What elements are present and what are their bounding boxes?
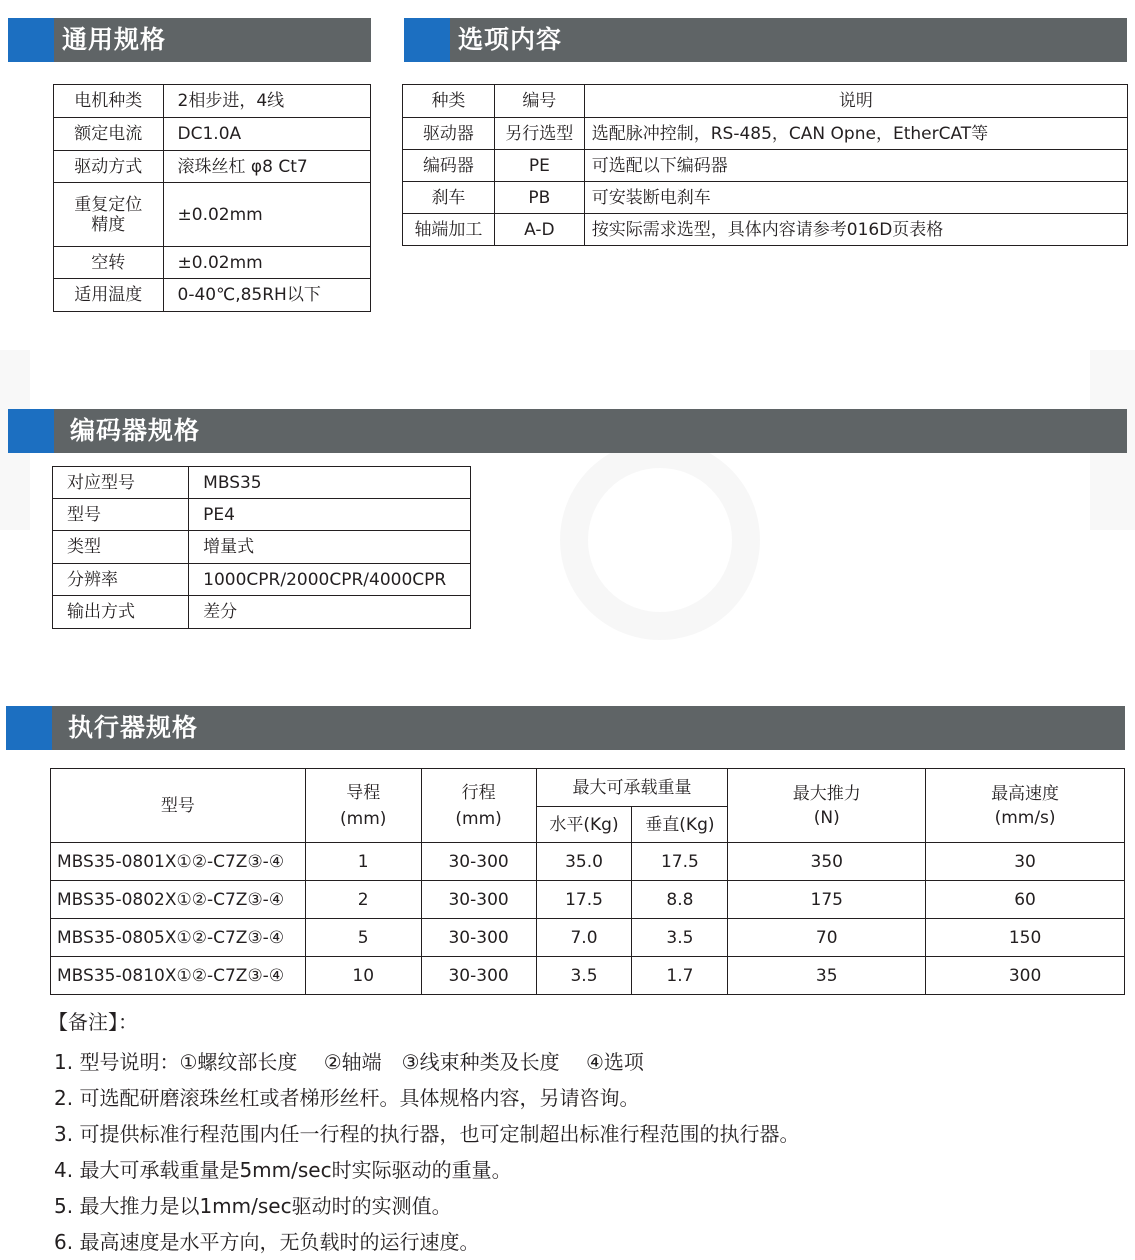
- stroke-cell: 30-300: [421, 957, 536, 995]
- stroke-cell: 30-300: [421, 843, 536, 881]
- load-vertical-cell: 3.5: [632, 919, 728, 957]
- column-header-speed: [926, 769, 1125, 843]
- column-header: 说明: [584, 85, 1127, 118]
- header-text: 行程: [461, 782, 496, 803]
- option-kind: 轴端加工: [403, 214, 495, 246]
- load-horizontal-cell: 3.5: [536, 957, 632, 995]
- spec-label: 驱动方式: [54, 151, 164, 183]
- spec-value: 滚珠丝杠 φ8 Ct7: [163, 151, 370, 183]
- header-accent: [6, 706, 52, 750]
- load-horizontal-cell: 7.0: [536, 919, 632, 957]
- section-header-options: [404, 18, 1127, 62]
- section-title: 编码器规格: [70, 416, 201, 445]
- column-header-max-load: 最大可承载重量: [536, 769, 728, 807]
- model-cell: MBS35-0801X①②-C7Z③-④: [51, 843, 306, 881]
- header-text: 导程: [346, 782, 381, 803]
- encoder-spec-table: [52, 466, 471, 629]
- option-code: PE: [494, 150, 584, 182]
- section-header-actuator: [6, 706, 1125, 750]
- table-row: [51, 919, 1125, 957]
- spec-value: ±0.02mm: [163, 247, 370, 279]
- background-watermark: [560, 440, 760, 640]
- header-accent: [404, 18, 450, 62]
- spec-value: 2相步进，4线: [163, 85, 370, 118]
- thrust-cell: 70: [728, 919, 926, 957]
- load-vertical-cell: 1.7: [632, 957, 728, 995]
- column-header-load-vertical: 垂直(Kg): [632, 807, 728, 843]
- model-cell: MBS35-0810X①②-C7Z③-④: [51, 957, 306, 995]
- spec-label: 分辨率: [53, 564, 189, 596]
- option-code: 另行选型: [494, 118, 584, 150]
- column-header-stroke: [421, 769, 536, 843]
- header-unit: (N): [813, 807, 840, 828]
- note-item: 1. 型号说明：①螺纹部长度 ②轴端 ③线束种类及长度 ④选项: [54, 1050, 644, 1074]
- options-table: [402, 84, 1128, 246]
- option-kind: 刹车: [403, 182, 495, 214]
- section-title: 执行器规格: [68, 713, 199, 742]
- lead-cell: 10: [305, 957, 421, 995]
- column-header-load-horizontal: 水平(Kg): [536, 807, 632, 843]
- speed-cell: 300: [926, 957, 1125, 995]
- speed-cell: 60: [926, 881, 1125, 919]
- header-accent: [8, 409, 54, 453]
- load-vertical-cell: 8.8: [632, 881, 728, 919]
- note-item: 4. 最大可承载重量是5mm/sec时实际驱动的重量。: [54, 1158, 512, 1182]
- spec-label: 型号: [53, 499, 189, 531]
- spec-value: MBS35: [189, 467, 471, 499]
- header-unit: (mm/s): [994, 807, 1056, 828]
- option-description: 可选配以下编码器: [584, 150, 1127, 182]
- notes-section: [48, 1008, 799, 1260]
- option-kind: 编码器: [403, 150, 495, 182]
- note-item: 6. 最高速度是水平方向，无负载时的运行速度。: [54, 1230, 480, 1254]
- spec-label: 适用温度: [54, 279, 164, 312]
- general-spec-table: [53, 84, 371, 312]
- option-description: 可安装断电刹车: [584, 182, 1127, 214]
- lead-cell: 1: [305, 843, 421, 881]
- thrust-cell: 350: [728, 843, 926, 881]
- model-cell: MBS35-0802X①②-C7Z③-④: [51, 881, 306, 919]
- lead-cell: 2: [305, 881, 421, 919]
- spec-label: 额定电流: [54, 118, 164, 151]
- thrust-cell: 35: [728, 957, 926, 995]
- load-vertical-cell: 17.5: [632, 843, 728, 881]
- table-row: [51, 843, 1125, 881]
- note-item: 3. 可提供标准行程范围内任一行程的执行器，也可定制超出标准行程范围的执行器。: [54, 1122, 800, 1146]
- stroke-cell: 30-300: [421, 881, 536, 919]
- spec-label: 输出方式: [53, 596, 189, 629]
- spec-label: 重复定位 精度: [54, 183, 164, 247]
- section-title: 通用规格: [62, 25, 167, 54]
- option-description: 选配脉冲控制，RS-485，CAN Opne，EtherCAT等: [584, 118, 1127, 150]
- spec-label: 对应型号: [53, 467, 189, 499]
- thrust-cell: 175: [728, 881, 926, 919]
- option-description: 按实际需求选型，具体内容请参考016D页表格: [584, 214, 1127, 246]
- spec-value: 1000CPR/2000CPR/4000CPR: [189, 564, 471, 596]
- lead-cell: 5: [305, 919, 421, 957]
- table-row: [51, 881, 1125, 919]
- header-unit: (mm): [455, 808, 502, 829]
- load-horizontal-cell: 17.5: [536, 881, 632, 919]
- column-header-model: 型号: [51, 769, 306, 843]
- model-cell: MBS35-0805X①②-C7Z③-④: [51, 919, 306, 957]
- option-code: PB: [494, 182, 584, 214]
- header-accent: [8, 18, 54, 62]
- spec-label: 电机种类: [54, 85, 164, 118]
- column-header-lead: [305, 769, 421, 843]
- column-header-thrust: [728, 769, 926, 843]
- header-text: 最高速度: [991, 783, 1060, 804]
- table-row: [51, 957, 1125, 995]
- spec-label: 空转: [54, 247, 164, 279]
- spec-value: 0-40℃,85RH以下: [163, 279, 370, 312]
- spec-label: 类型: [53, 531, 189, 564]
- option-code: A-D: [494, 214, 584, 246]
- note-item: 5. 最大推力是以1mm/sec驱动时的实测值。: [54, 1194, 452, 1218]
- section-title: 选项内容: [458, 25, 563, 54]
- spec-value: 差分: [189, 596, 471, 629]
- load-horizontal-cell: 35.0: [536, 843, 632, 881]
- header-unit: (mm): [340, 808, 387, 829]
- section-header-general: [8, 18, 371, 62]
- spec-value: 增量式: [189, 531, 471, 564]
- spec-value: ±0.02mm: [163, 183, 370, 247]
- actuator-spec-table: [50, 768, 1125, 995]
- option-kind: 驱动器: [403, 118, 495, 150]
- notes-heading: 【备注】：: [48, 1010, 138, 1034]
- note-item: 2. 可选配研磨滚珠丝杠或者梯形丝杆。具体规格内容，另请咨询。: [54, 1086, 640, 1110]
- speed-cell: 150: [926, 919, 1125, 957]
- speed-cell: 30: [926, 843, 1125, 881]
- header-text: 最大推力: [792, 783, 861, 804]
- section-header-encoder: [8, 409, 1127, 453]
- spec-value: DC1.0A: [163, 118, 370, 151]
- column-header: 种类: [403, 85, 495, 118]
- stroke-cell: 30-300: [421, 919, 536, 957]
- column-header: 编号: [494, 85, 584, 118]
- spec-value: PE4: [189, 499, 471, 531]
